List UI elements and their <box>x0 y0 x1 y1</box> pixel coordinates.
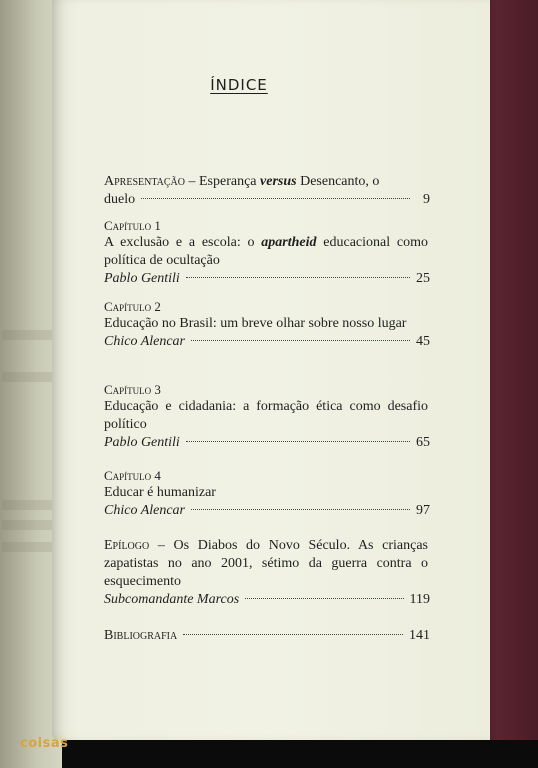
entry-label: Capítulo 1 <box>104 218 161 233</box>
entry-title: Educação no Brasil: um breve olhar sobre nosso lugar <box>104 316 407 331</box>
left-page-smudge <box>2 500 52 510</box>
page-number: 45 <box>416 334 430 349</box>
entry-title: Educação e cidadania: a formação ética como desafio político <box>104 399 428 432</box>
entry-title-continuation: duelo <box>104 192 136 207</box>
toc-entry-apresentacao <box>104 173 430 209</box>
page-title: ÍNDICE <box>210 76 268 94</box>
entry-title-emphasis: versus <box>260 174 297 189</box>
dot-leader <box>245 598 403 599</box>
page-number: 9 <box>423 192 430 207</box>
entry-author: Subcomandante Marcos <box>104 592 240 607</box>
dot-leader <box>186 441 410 442</box>
dot-leader <box>141 198 410 199</box>
entry-label: Capítulo 2 <box>104 299 161 314</box>
page-number: 65 <box>416 435 430 450</box>
dot-leader <box>191 509 410 510</box>
left-page-smudge <box>2 372 52 382</box>
entry-title-part: educacional como política de ocultação <box>104 235 428 268</box>
toc-entry-capitulo-1 <box>104 217 430 288</box>
entry-author: Pablo Gentili <box>104 435 180 450</box>
page-number: 119 <box>409 592 430 607</box>
entry-author: Chico Alencar <box>104 503 186 518</box>
left-page-smudge <box>2 330 52 340</box>
entry-label: Capítulo 4 <box>104 468 161 483</box>
toc-entry-capitulo-4 <box>104 467 430 520</box>
page-number: 141 <box>409 628 430 643</box>
entry-label: Capítulo 3 <box>104 382 161 397</box>
toc-entry-bibliografia <box>104 627 430 645</box>
entry-title-part: Desencanto, o <box>296 174 380 189</box>
entry-author: Chico Alencar <box>104 334 186 349</box>
dot-leader <box>191 340 410 341</box>
page-number: 25 <box>416 271 430 286</box>
entry-dash: – <box>188 174 199 189</box>
toc-entry-capitulo-2 <box>104 298 430 351</box>
toc-entry-capitulo-3 <box>104 381 430 452</box>
entry-title-part: Esperança <box>198 174 261 189</box>
entry-title-part: A exclusão e a escola: o <box>104 235 262 250</box>
entry-author: Pablo Gentili <box>104 271 180 286</box>
page-number: 97 <box>416 503 430 518</box>
entry-dash: – <box>157 538 174 553</box>
entry-title: Educar é humanizar <box>104 485 216 500</box>
left-page-smudge <box>2 542 52 552</box>
entry-label: Epílogo <box>104 538 150 553</box>
watermark-logo: coisas <box>20 736 69 751</box>
entry-label: Apresentação <box>104 174 185 189</box>
entry-title: Os Diabos do Novo Século. As crianças zapatistas no ano 2001, sétimo da guerra contra o esquecimento <box>104 538 429 589</box>
entry-label: Bibliografia <box>104 628 178 643</box>
dot-leader <box>186 277 410 278</box>
toc-entry-epilogo <box>104 537 430 609</box>
left-page-smudge <box>2 520 52 530</box>
entry-title-emphasis: apartheid <box>261 235 317 250</box>
dot-leader <box>183 634 403 635</box>
